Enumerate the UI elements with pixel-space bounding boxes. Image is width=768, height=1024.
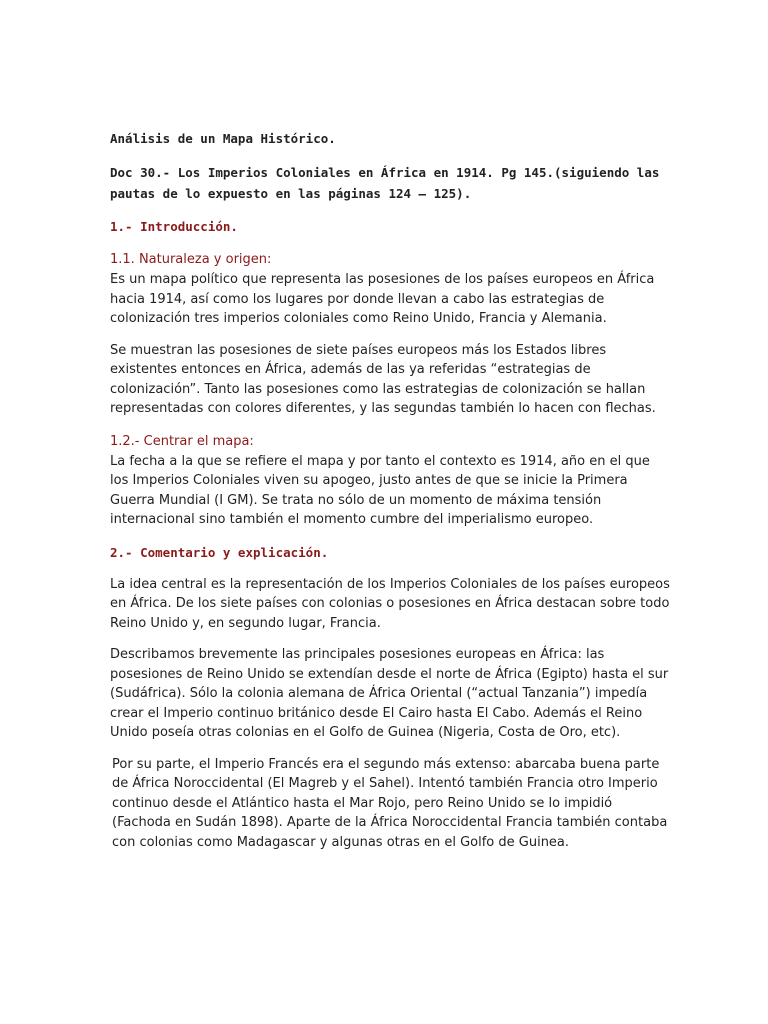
document-page bbox=[110, 128, 670, 864]
paragraph-2-a: La idea central es la representación de los Imperios Coloniales de los países europeos en África. De los siete países con colonias o posesiones en África destacan sobre todo Reino Unido y, en segundo lugar, Francia. bbox=[110, 576, 670, 631]
section-2-heading: 2.- Comentario y explicación. bbox=[110, 544, 329, 560]
doc-heading: Doc 30.- Los Imperios Coloniales en África en 1914. Pg 145.(siguiendo las pautas de lo expuesto en las páginas 124 – 125). bbox=[110, 165, 660, 201]
paragraph-2-c: Por su parte, el Imperio Francés era el segundo más extenso: abarcaba buena parte de África Noroccidental (El Magreb y el Sahel). Intentó también Francia otro Imperio continuo desde el Atlántico hasta el Mar Rojo, pero Reino Unido se lo impidió (Fachoda en Sudán 1898). Aparte de la África Noroccidental Francia también contaba con colonias como Madagascar y algunas otras en el Golfo de Guinea. bbox=[112, 756, 668, 850]
section-1-heading: 1.- Introducción. bbox=[110, 219, 238, 234]
paragraph-1-1-b: Se muestran las posesiones de siete países europeos más los Estados libres existentes entonces en África, además de las ya referidas “estrategias de colonización”. Tanto las posesiones como las estrategias de colonización se hallan representadas con colores diferentes, y las segundas también lo hacen con flechas. bbox=[110, 342, 656, 416]
subsection-1-1-heading: 1.1. Naturaleza y origen: bbox=[110, 252, 272, 267]
paragraph-2-b: Describamos brevemente las principales posesiones europeas en África: las posesiones de Reino Unido se extendían desde el norte de África (Egipto) hasta el sur (Sudáfrica). Sólo la colonia alemana de África Oriental (“actual Tanzania”) impedía crear el Imperio continuo británico desde El Cairo hasta El Cabo. Además el Reino Unido poseía otras colonias en el Golfo de Guinea (Nigeria, Costa de Oro, etc). bbox=[110, 647, 669, 740]
document-title: Análisis de un Mapa Histórico. bbox=[110, 131, 336, 146]
paragraph-1-2-a: La fecha a la que se refiere el mapa y por tanto el contexto es 1914, año en el que los Imperios Coloniales viven su apogeo, justo antes de que se inicie la Primera Guerra Mundial (I GM). Se trata no sólo de un momento de máxima tensión internacional sino también el momento cumbre del imperialismo europeo. bbox=[110, 453, 650, 527]
paragraph-1-1-a: Es un mapa político que representa las posesiones de los países europeos en África hacia 1914, así como los lugares por donde llevan a cabo las estrategias de colonización tres imperios coloniales como Reino Unido, Francia y Alemania. bbox=[110, 272, 655, 326]
subsection-1-2-heading: 1.2.- Centrar el mapa: bbox=[110, 433, 254, 449]
